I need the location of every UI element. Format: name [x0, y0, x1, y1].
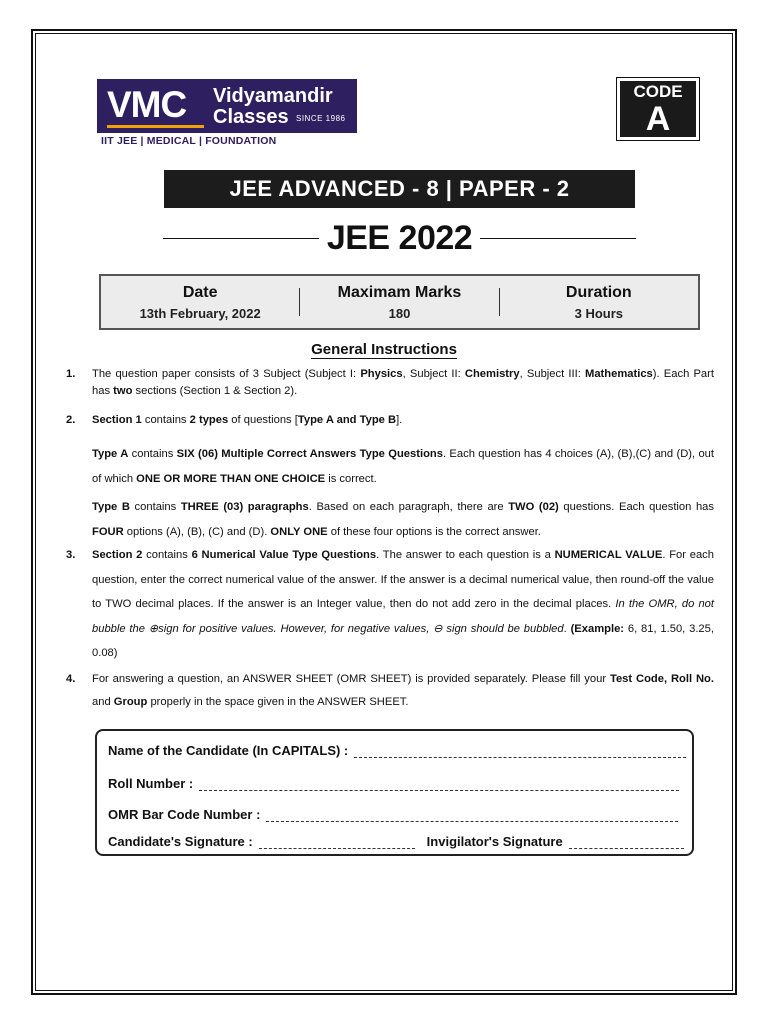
candidate-name-label: Name of the Candidate (In CAPITALS) : — [108, 743, 349, 758]
general-instructions-heading: General Instructions — [311, 341, 457, 358]
paper-title: JEE ADVANCED - 8 | PAPER - 2 — [164, 170, 635, 208]
paper-code-box — [616, 77, 700, 141]
candidate-name-field[interactable] — [354, 748, 686, 758]
invigilator-signature-label: Invigilator's Signature — [426, 834, 563, 849]
year-rule-right — [480, 238, 636, 239]
roll-number-row — [108, 776, 679, 791]
exam-year-row — [163, 216, 636, 260]
info-duration — [500, 276, 698, 328]
type-a-description: Type A contains SIX (06) Multiple Correct Answers Type Questions. Each question has 4 choices (A), (B),(C) and (D), out of which ONE OR MORE THAN ONE CHOICE is correct. — [92, 448, 715, 485]
instruction-2 — [66, 412, 714, 544]
type-b-description: Type B contains THREE (03) paragraphs. Based on each paragraph, there are TWO (02) questions. Each question has FOUR options (A), (B), (C) and (D). ONLY ONE of these four options is the correct answer. — [92, 501, 714, 538]
logo-name-line2: Classes — [213, 106, 289, 128]
signature-row — [108, 834, 684, 849]
general-instructions-title — [0, 341, 768, 358]
logo-tagline: IIT JEE | MEDICAL | FOUNDATION — [101, 135, 277, 147]
logo-name-line1: Vidyamandir — [213, 85, 333, 107]
code-label: CODE — [633, 82, 683, 101]
instruction-number: 1. — [66, 368, 76, 380]
omr-code-field[interactable] — [266, 812, 678, 822]
instruction-number: 4. — [66, 673, 76, 685]
instruction-number: 3. — [66, 549, 76, 561]
logo-since: SINCE 1986 — [296, 114, 346, 123]
instruction-3 — [66, 543, 714, 666]
instruction-text: For answering a question, an ANSWER SHEET (OMR SHEET) is provided separately. Please fill your Test Code, Roll No. and Group properly in the space given in the ANSWER SHEET. — [92, 673, 715, 708]
omr-code-label: OMR Bar Code Number : — [108, 807, 261, 822]
info-duration-head: Duration — [565, 284, 632, 301]
instruction-number: 2. — [66, 414, 76, 426]
invigilator-signature-field[interactable] — [569, 839, 684, 849]
info-marks-head: Maximam Marks — [337, 284, 462, 301]
roll-number-field[interactable] — [199, 781, 679, 791]
logo-underline — [107, 125, 204, 128]
exam-info-box — [99, 274, 700, 330]
info-date-head: Date — [182, 284, 218, 301]
info-duration-value: 3 Hours — [574, 306, 624, 321]
instruction-text: Section 2 contains 6 Numerical Value Type Questions. The answer to each question is a NUMERICAL VALUE. For each question, enter the correct numerical value of the answer. If the answer is a decimal numerical value, then round-off the value to TWO decimal places. If the answer is an Integer value, then do not add zero in the decimal places. In the OMR, do not bubble the ⊕sign for positive values. However, for negative values, ⊖ sign should be bubbled. (Example: 6, 81, 1.50, 3.25, 0.08) — [92, 549, 714, 659]
candidate-signature-label: Candidate's Signature : — [108, 834, 253, 849]
info-date — [101, 276, 299, 328]
candidate-name-row — [108, 743, 686, 758]
code-letter: A — [645, 100, 671, 138]
exam-year: JEE 2022 — [326, 218, 473, 257]
logo-mark: VMC — [107, 84, 187, 125]
roll-number-label: Roll Number : — [108, 776, 194, 791]
candidate-details-box — [95, 729, 694, 856]
info-date-value: 13th February, 2022 — [139, 306, 261, 321]
instruction-text: The question paper consists of 3 Subject (Subject I: Physics, Subject II: Chemistry, Subject III: Mathematics). Each Part has two sections (Section 1 & Section 2). — [92, 368, 714, 397]
instruction-4 — [66, 668, 714, 714]
year-rule-left — [163, 238, 319, 239]
info-marks-value: 180 — [388, 306, 411, 321]
omr-code-row — [108, 807, 678, 822]
vmc-logo — [97, 79, 357, 133]
instruction-text: Section 1 contains 2 types of questions [Type A and Type B]. Type A contains SIX (06) Multiple Correct Answers Type Questions. Each question has 4 choices (A), (B),(C) and (D), out of which ONE OR MORE THAN ONE CHOICE is correct. Type B contains THREE (03) paragraphs. Based on each paragraph, there are TWO (02) questions. Each question has FOUR options (A), (B), (C) and (D). ONLY ONE of these four options is the correct answer. — [92, 412, 714, 544]
candidate-signature-field[interactable] — [259, 839, 415, 849]
instruction-1 — [66, 366, 714, 400]
info-marks — [300, 276, 498, 328]
